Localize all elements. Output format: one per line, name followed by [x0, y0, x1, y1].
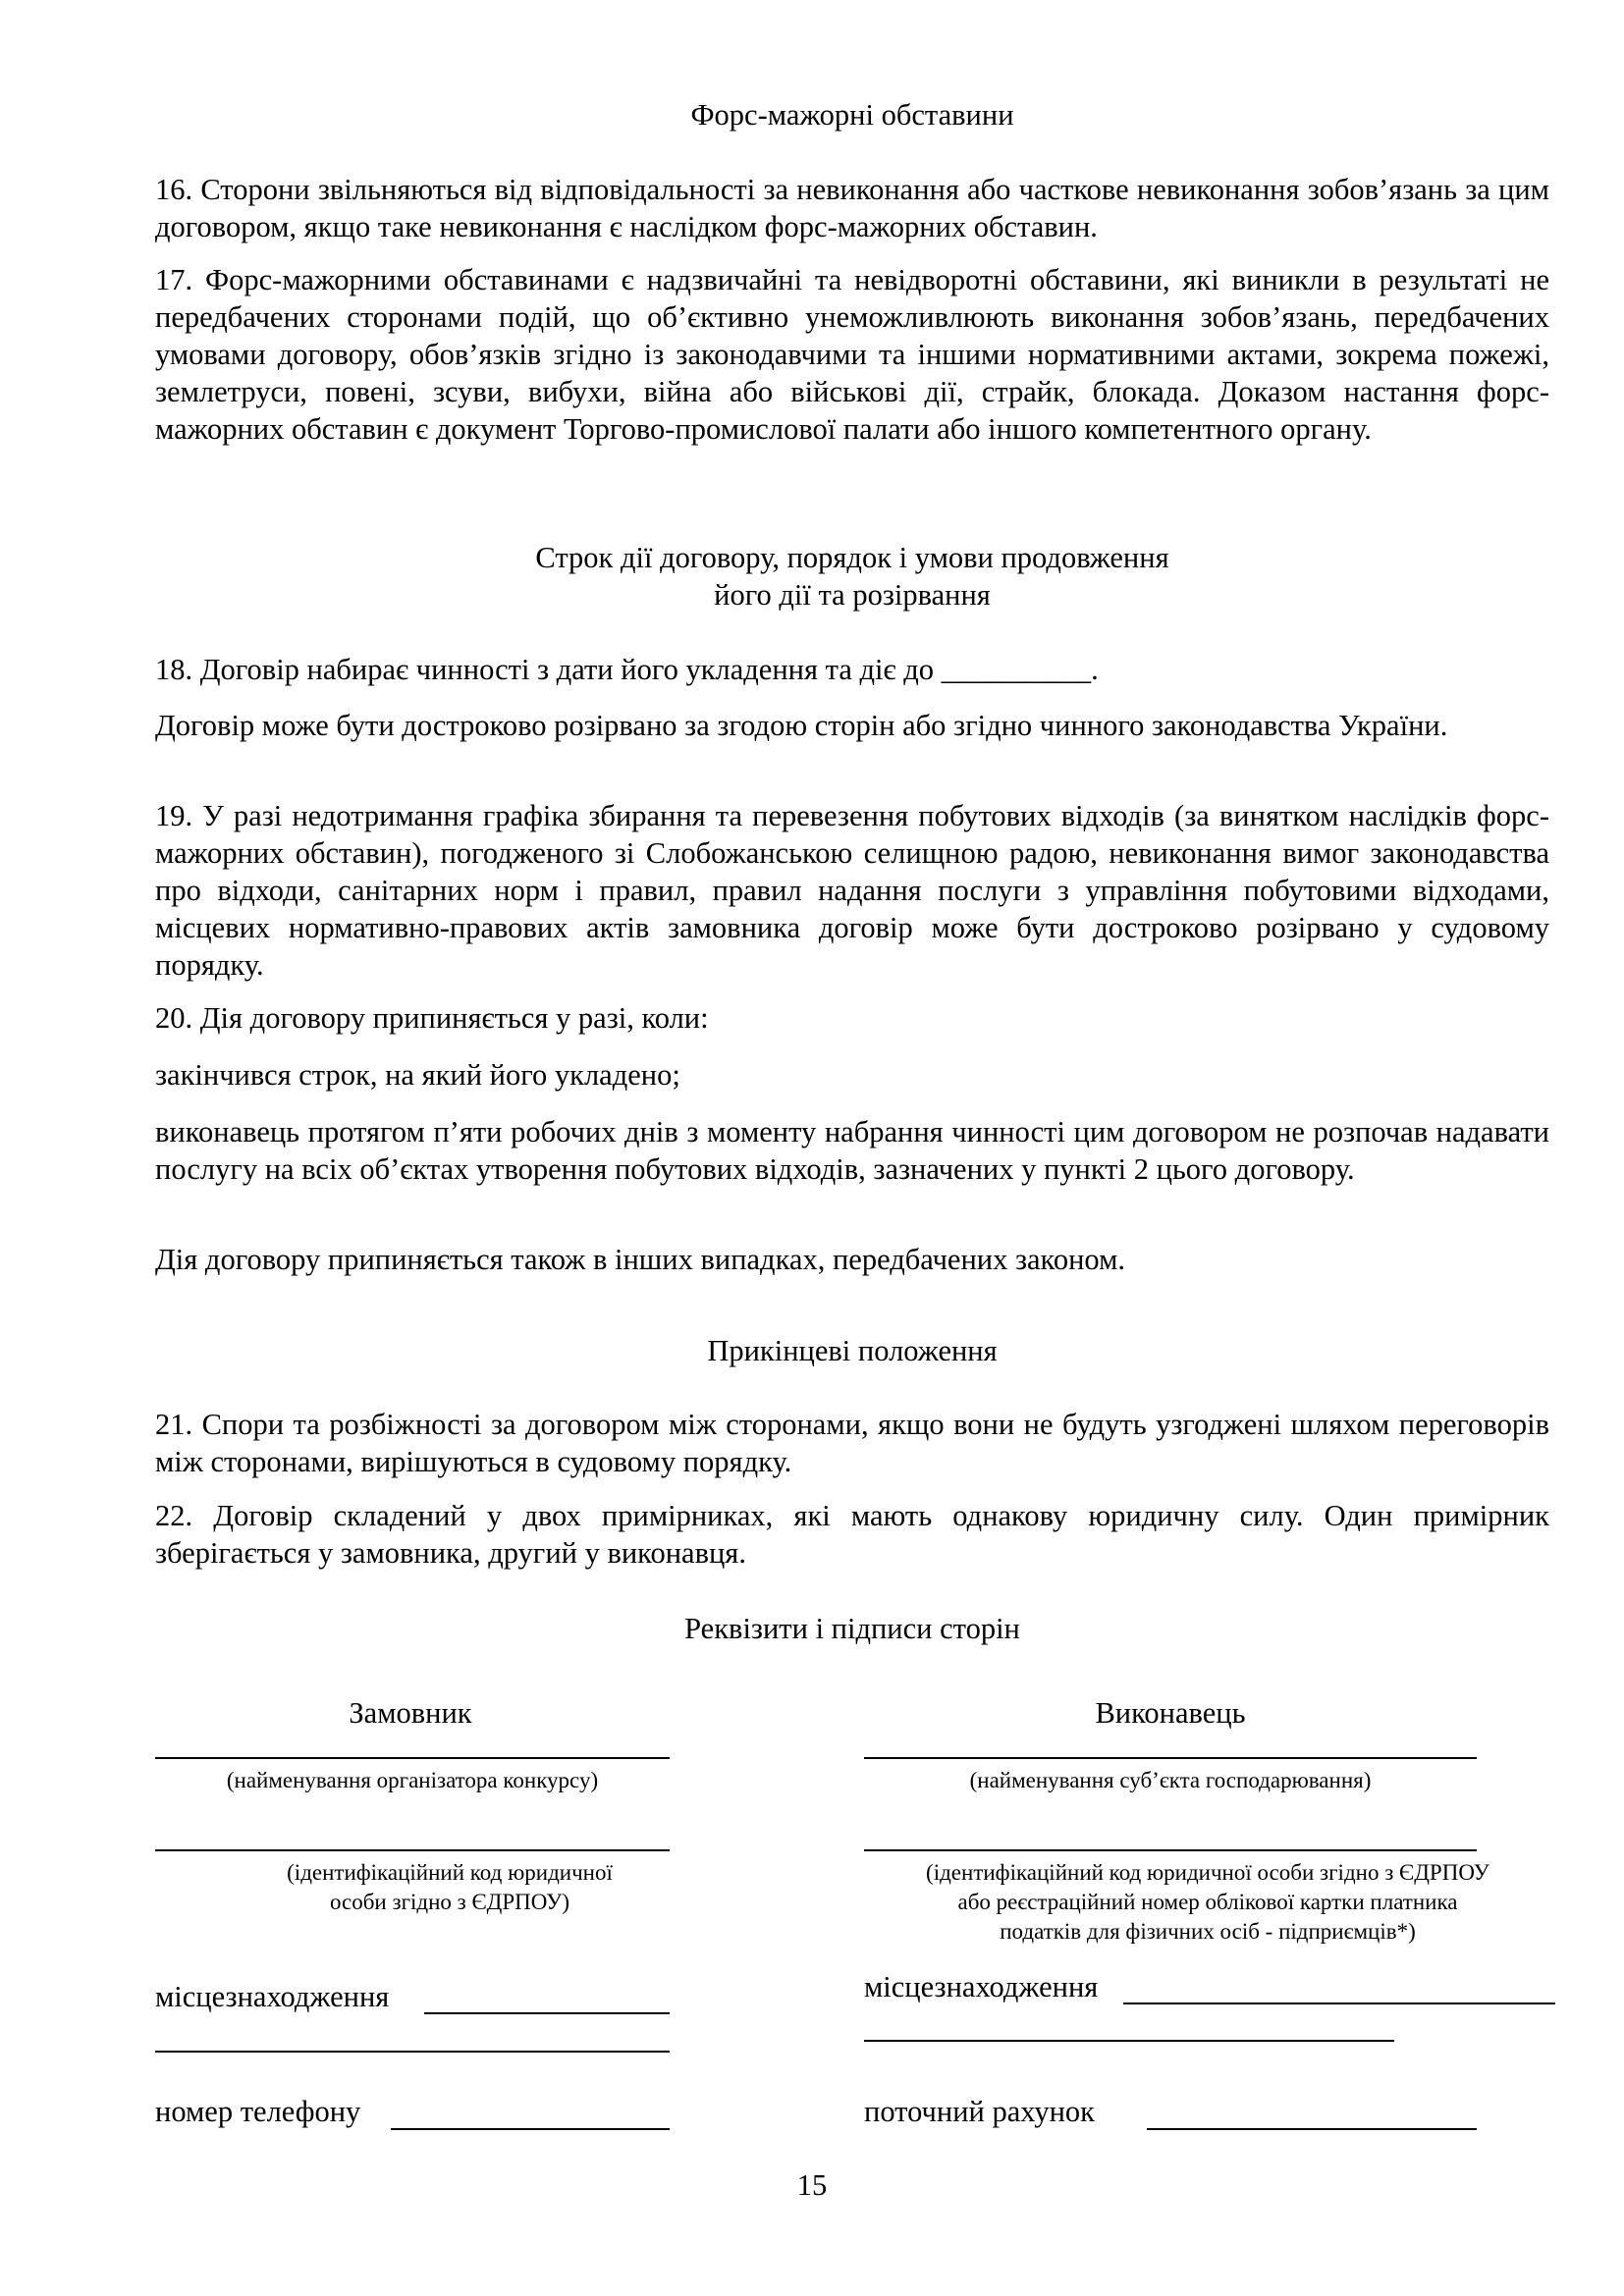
paragraph-18: 18. Договір набирає чинності з дати його укладення та діє до __________.	[155, 653, 1099, 686]
paragraph-18b: Договір може бути достроково розірвано за згодою сторін або згідно чинного законодавства України.	[155, 709, 1448, 742]
contractor-location-line	[1123, 2002, 1555, 2004]
contractor-title: Виконавець	[1095, 1696, 1246, 1730]
contractor-name-line	[864, 1757, 1477, 1759]
customer-code-caption-line2: особи згідно з ЄДРПОУ)	[329, 1890, 570, 1914]
paragraph-16: 16. Сторони звільняються від відповідальності за невиконання або часткове невиконання зобов’язань за цим договором, якщо таке невиконання є наслідком форс-мажорних обставин.	[155, 173, 1549, 243]
contractor-code-line	[864, 1849, 1477, 1851]
customer-code-line	[155, 1849, 670, 1851]
section-title-force-majeure: Форс-мажорні обставини	[690, 98, 1014, 132]
section-title-term-line2: його дії та розірвання	[714, 578, 991, 612]
paragraph-20c: Дія договору припиняється також в інших випадках, передбачених законом.	[155, 1243, 1125, 1276]
contractor-name-caption: (найменування суб’єкта господарювання)	[969, 1768, 1372, 1792]
section-title-signatures: Реквізити і підписи сторін	[684, 1612, 1020, 1645]
contractor-location-line2	[864, 2040, 1394, 2042]
contractor-code-caption-line1: (ідентифікаційний код юридичної особи згідно з ЄДРПОУ	[926, 1860, 1489, 1885]
customer-location-line	[424, 2012, 670, 2014]
section-title-term-line1: Строк дії договору, порядок і умови продовження	[535, 541, 1169, 574]
paragraph-17: 17. Форс-мажорними обставинами є надзвичайні та невідворотні обставини, які виникли в результаті не передбачених сторонами подій, що об’єктивно унеможливлюють виконання зобов’язань, передбачених умовами договору, обов’язків згідно із законодавчими та іншими нормативними актами, зокрема пожежі, землетруси, повені, зсуви, вибухи, війна або військові дії, страйк, блокада. Доказом настання форс-мажорних обставин є документ Торгово-промислової палати або іншого компетентного органу.	[155, 263, 1549, 446]
paragraph-20a: закінчився строк, на який його укладено;	[155, 1058, 680, 1092]
contractor-code-caption-line3: податків для фізичних осіб - підприємців*)	[1000, 1919, 1416, 1944]
customer-location-line2	[155, 2051, 670, 2053]
paragraph-19: 19. У разі недотримання графіка збирання та перевезення побутових відходів (за винятком наслідків форс-мажорних обставин), погодженого зі Слобожанською селищною радою, невиконання вимог законодавства про відходи, санітарних норм і правил, правил надання послуги з управління побутовими відходами, місцевих нормативно-правових актів замовника договір може бути достроково розірвано у судовому порядку.	[155, 799, 1549, 982]
paragraph-20: 20. Дія договору припиняється у разі, коли:	[155, 1001, 709, 1035]
customer-phone-line	[391, 2128, 670, 2130]
paragraph-22: 22. Договір складений у двох примірниках, які мають однакову юридичну силу. Один примірник зберігається у замовника, другий у виконавця.	[155, 1499, 1549, 1570]
customer-name-caption: (найменування організатора конкурсу)	[226, 1768, 599, 1792]
section-title-final: Прикінцеві положення	[707, 1334, 998, 1367]
contractor-account-line	[1147, 2128, 1477, 2130]
customer-title: Замовник	[349, 1696, 472, 1730]
paragraph-21: 21. Спори та розбіжності за договором між сторонами, якщо вони не будуть узгоджені шляхом переговорів між сторонами, вирішуються в судовому порядку.	[155, 1408, 1549, 1478]
contractor-location-label: місцезнаходження	[864, 1970, 1099, 2003]
paragraph-20b: виконавець протягом п’яти робочих днів з моменту набрання чинності цим договором не розпочав надавати послугу на всіх об’єктах утворення побутових відходів, зазначених у пункті 2 цього договору.	[155, 1115, 1549, 1186]
customer-phone-label: номер телефону	[155, 2095, 361, 2128]
customer-name-line	[155, 1757, 670, 1759]
customer-code-caption-line1: (ідентифікаційний код юридичної	[287, 1860, 613, 1885]
page-number: 15	[796, 2168, 828, 2202]
contractor-code-caption-line2: або реєстраційний номер облікової картки платника	[957, 1890, 1458, 1914]
customer-location-label: місцезнаходження	[155, 1980, 390, 2013]
contractor-account-label: поточний рахунок	[864, 2095, 1096, 2128]
